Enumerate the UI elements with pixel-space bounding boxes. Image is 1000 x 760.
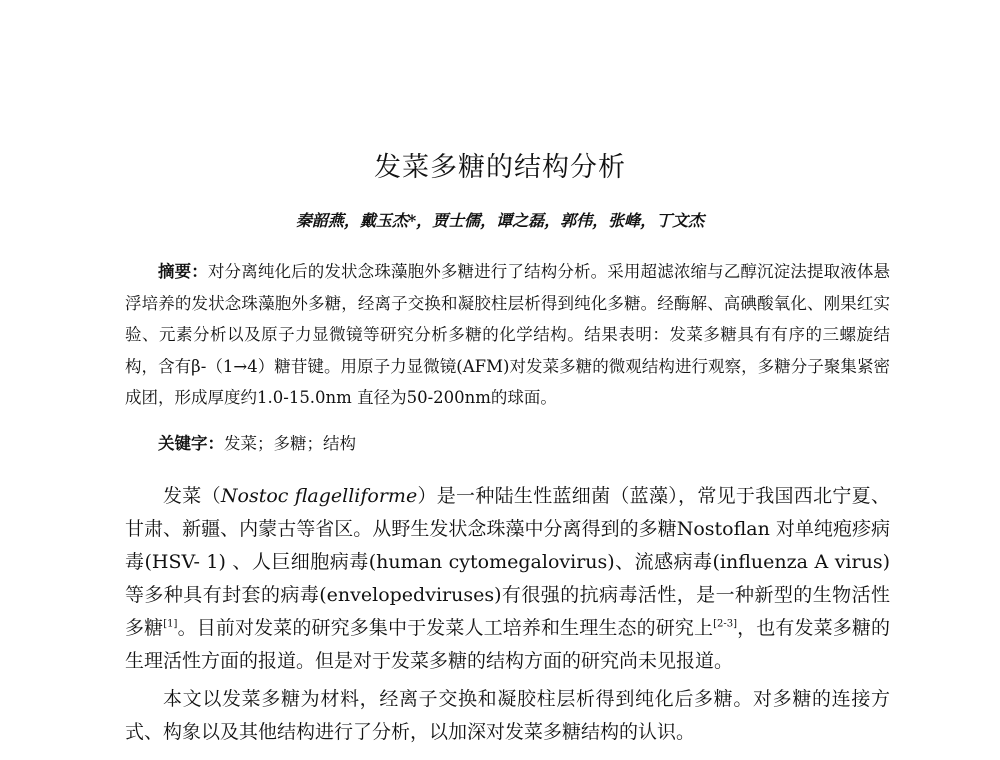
latin-name: Nostoc flagelliforme [220,485,418,507]
para1-end: ，也有发菜多糖的生理活性方面的报道。但是对于发菜多糖的结构方面的研究尚未见报道。 [125,617,890,672]
citation-1: [1] [163,618,178,630]
para1-mid2: 。目前对发菜的研究多集中于发菜人工培养和生理生态的研究上 [177,617,714,639]
body-text [125,480,890,749]
paper-title: 发菜多糖的结构分析 [374,152,626,183]
para1-mid: ）是一种陆生性蓝细菌（蓝藻），常见于我国西北宁夏、甘肃、新疆、内蒙古等省区。从野生发状念珠藻中分离得到的多糖Nostoflan 对单纯疱疹病毒(HSV- 1) 、人巨细胞病毒(human cytomegalovirus)、流感病毒(influenza A virus) 等多种具有封套的病毒(envelopedviruses)有很强的抗病毒活性，是一种新型的生物活性多糖 [125,485,890,639]
keywords [158,430,356,454]
abstract-label: 摘要： [158,262,208,281]
body-paragraph-2: 本文以发菜多糖为材料，经离子交换和凝胶柱层析得到纯化后多糖。对多糖的连接方式、构象以及其他结构进行了分析，以加深对发菜多糖结构的认识。 [125,688,890,743]
author-list: 秦韶燕，戴玉杰*，贾士儒，谭之磊，郭伟，张峰，丁文杰 [295,211,705,230]
body-paragraph-1 [125,480,890,678]
para1-start: 发菜（ [163,485,221,507]
abstract-text: 对分离纯化后的发状念珠藻胞外多糖进行了结构分析。采用超滤浓缩与乙醇沉淀法提取液体悬浮培养的发状念珠藻胞外多糖，经离子交换和凝胶柱层析得到纯化多糖。经酶解、高碘酸氧化、刚果红实验、元素分析以及原子力显微镜等研究分析多糖的化学结构。结果表明：发菜多糖具有有序的三螺旋结构，含有β-（1→4）糖苷键。用原子力显微镜(AFM)对发菜多糖的微观结构进行观察，多糖分子聚集紧密成团，形成厚度约1.0-15.0nm 直径为50-200nm的球面。 [125,262,891,407]
keywords-label: 关键字： [158,434,224,453]
keywords-text: 发菜；多糖；结构 [224,434,356,453]
abstract [125,256,890,414]
citation-2: [2-3] [713,618,737,630]
